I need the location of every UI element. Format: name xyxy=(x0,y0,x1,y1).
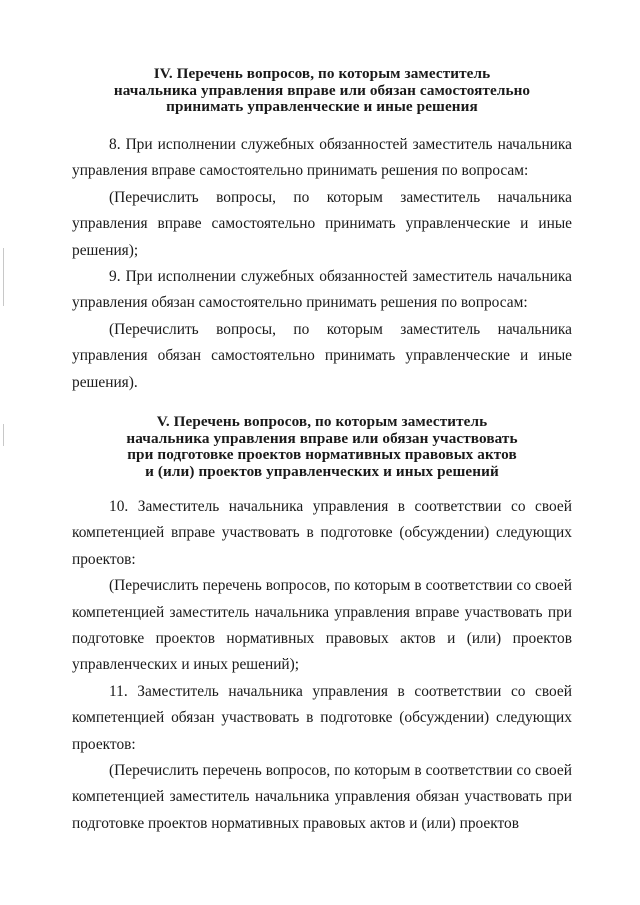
section-4-body xyxy=(72,132,572,396)
section-4-heading-line: IV. Перечень вопросов, по которым заместитель xyxy=(153,65,491,82)
section-4-heading-line: начальника управления вправе или обязан самостоятельно xyxy=(113,81,531,99)
section-5-heading-line: при подготовке проектов нормативных правовых актов xyxy=(127,446,517,464)
scan-artifact xyxy=(3,424,4,446)
section-5-heading xyxy=(72,414,572,480)
section-4-heading-line: принимать управленческие и иные решения xyxy=(166,98,478,116)
paragraph-8: 8. При исполнении служебных обязанностей заместитель начальника управления вправе самостоятельно принимать решения по вопросам: xyxy=(72,136,572,180)
section-4-heading xyxy=(72,66,572,116)
section-5-heading-line: V. Перечень вопросов, по которым заместитель xyxy=(156,413,488,430)
paragraph-8-list: (Перечислить вопросы, по которым заместитель начальника управления вправе самостоятельно принимать управленческие и иные решения); xyxy=(72,188,572,259)
paragraph-11: 11. Заместитель начальника управления в соответствии со своей компетенцией обязан участвовать в подготовке (обсуждении) следующих проектов: xyxy=(72,682,572,753)
section-5-body xyxy=(72,494,572,837)
paragraph-9: 9. При исполнении служебных обязанностей заместитель начальника управления обязан самостоятельно принимать решения по вопросам: xyxy=(72,268,572,312)
paragraph-10-list: (Перечислить перечень вопросов, по которым в соответствии со своей компетенцией заместитель начальника управления вправе участвовать при подготовке проектов нормативных правовых актов и (или) проектов управленческих и иных решений); xyxy=(72,577,572,674)
section-5-heading-line: и (или) проектов управленческих и иных решений xyxy=(145,462,499,480)
paragraph-9-list: (Перечислить вопросы, по которым заместитель начальника управления обязан самостоятельно принимать управленческие и иные решения). xyxy=(72,320,572,391)
section-5-heading-line: начальника управления вправе или обязан участвовать xyxy=(126,429,518,447)
scan-artifact xyxy=(3,248,4,306)
paragraph-10: 10. Заместитель начальника управления в соответствии со своей компетенцией вправе участвовать в подготовке (обсуждении) следующих проектов: xyxy=(72,498,572,568)
paragraph-11-list: (Перечислить перечень вопросов, по которым в соответствии со своей компетенцией заместитель начальника управления обязан участвовать при подготовке проектов нормативных правовых актов и (или) проектов xyxy=(72,762,572,832)
